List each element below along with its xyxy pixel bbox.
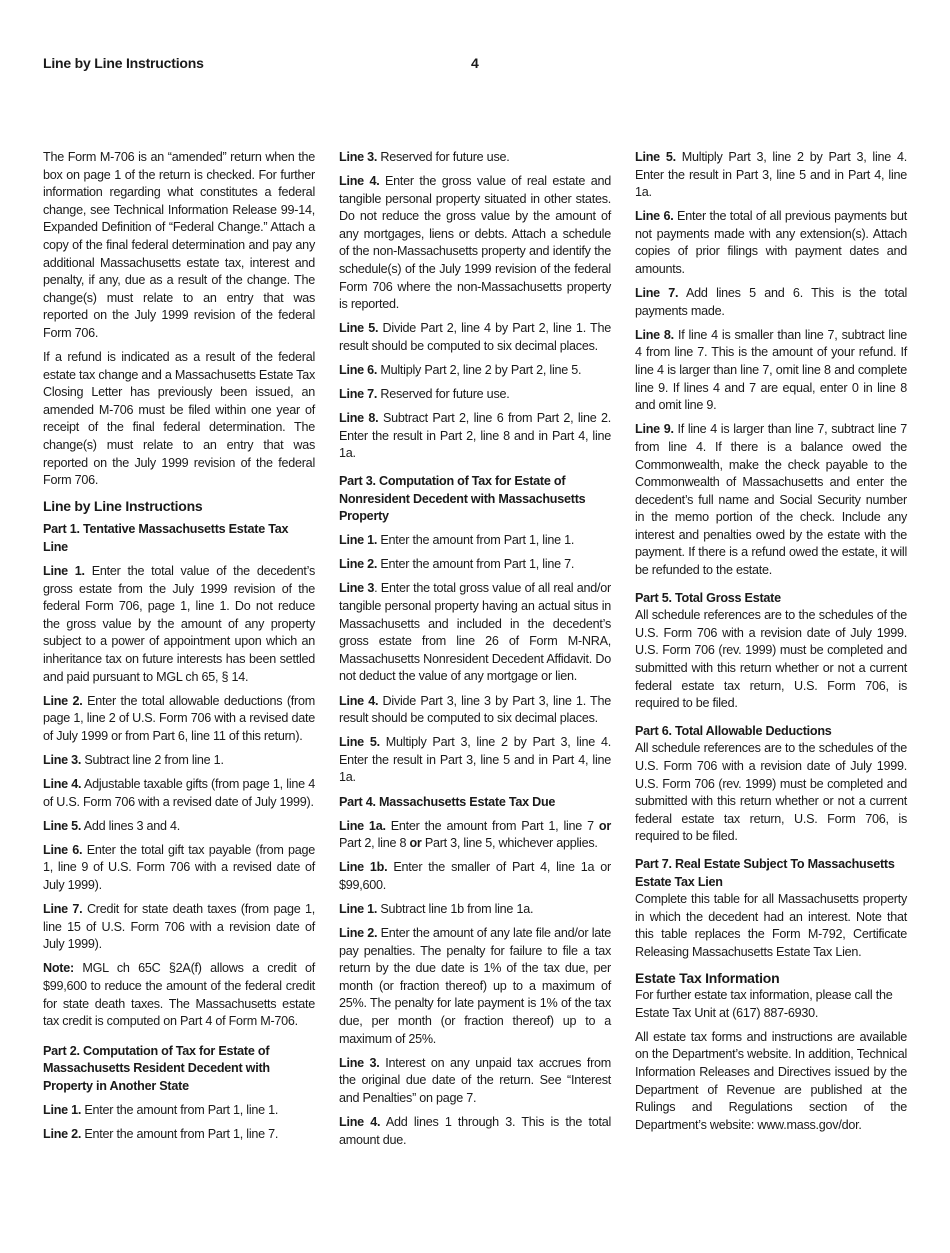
line-label: Line 1a.: [339, 818, 386, 833]
line-label: Line 8.: [635, 327, 674, 342]
part7-text: Complete this table for all Massachusetts property in which the decedent had an interest. Note that this table replaces the Form M-792, Certificate Releasing Massachusetts Estate Tax Lien.: [635, 892, 907, 959]
line-label: Line 2.: [339, 926, 378, 941]
line-label: Line 1b.: [339, 860, 388, 875]
line-label: Line 9.: [635, 422, 674, 437]
line-label: Line 4.: [43, 777, 82, 792]
part3-line-1: [339, 532, 611, 550]
line-label: Line 3.: [339, 150, 378, 164]
line-label: Line 7.: [635, 286, 679, 301]
line-label: Line 1.: [43, 1103, 82, 1118]
line-label: Line 7.: [339, 387, 378, 402]
line-label: Line 5.: [43, 818, 82, 833]
line-text: Adjustable taxable gifts (from page 1, line 4 of U.S. Form 706 with a revised date of July 1999).: [43, 777, 315, 809]
line-text: Interest on any unpaid tax accrues from the original due date of the return. See “Interest and Penalties” on page 7.: [339, 1055, 612, 1105]
part1-line-2: [43, 693, 315, 746]
line-text: Enter the total of all previous payments but not payments made with any extension(s). Attach copies of prior filings with payment dates and amounts.: [635, 209, 908, 277]
line-text: Enter the amount of any late file and/or late pay penalties. The penalty for failure to file a tax return by the due date is 1% of the tax due, per month (or fraction thereof) up to a maximum of 25%. The penalty for late payment is 1% of the tax due, per month (or fraction thereof) up to a maximum of 25%.: [339, 926, 612, 1046]
line-text: Enter the total allowable deductions (from page 1, line 2 of U.S. Form 706 with a revised date of July 1999 or from Part 6, line 11 of this return).: [43, 693, 315, 743]
line-text: Add lines 3 and 4.: [83, 818, 181, 833]
line-text: . Enter the total gross value of all real and/or tangible personal property having an actual situs in Massachusetts and included in the decedent’s gross estate from line 26 of Form M-NRA, Massachusetts Nonresident Decedent Affidavit. Do not deduct the value of any mortgage or lien.: [339, 581, 611, 684]
column-2: [339, 149, 611, 1156]
part5-text: All schedule references are to the schedules of the U.S. Form 706 with a revision date of July 1999. U.S. Form 706 (rev. 1999) must be completed and submitted with this return whether or not a current federal estate tax return, U.S. Form 706, is required to be filed.: [635, 608, 907, 711]
line-text: Part 3, line 5, whichever applies.: [424, 836, 598, 851]
line-label: Line 2.: [43, 693, 83, 708]
line-text: Enter the gross value of real estate and tangible personal property situated in other states. Do not reduce the gross value by the amount of any mortgages, liens or debts. Attach a schedule of the non-Massachusetts property and identify the schedule(s) of the July 1999 revision of the federal Form 706 where the non-Massachusetts property is reported.: [339, 174, 612, 312]
part4-line-1: [339, 901, 611, 919]
column-1: [43, 149, 315, 1150]
line-label: Line 1.: [339, 901, 378, 916]
intro-paragraph-1: The Form M-706 is an “amended” return when the box on page 1 of the return is checked. For further information regarding what constitutes a federal change, see Technical Information Release 99-14, Expanded Definition of “Federal Change.” Attach a copy of the final federal determination and pay any additional Massachusetts estate tax, interest and penalty, if any, due as a result of the change. The change(s) must relate to an entry that was reported on the July 1999 revision of the federal Form 706.: [43, 150, 315, 340]
part4-line-5: [635, 149, 907, 202]
line-text: Add lines 1 through 3. This is the total amount due.: [339, 1115, 612, 1147]
line-label: Line 7.: [43, 902, 83, 917]
part2-heading: Part 2. Computation of Tax for Estate of Massachusetts Resident Decedent with Property in Another State: [43, 1043, 270, 1093]
intro-paragraph-2: If a refund is indicated as a result of the federal estate tax change and a Massachusetts Estate Tax Closing Letter has previously been issued, an amended M-706 must be filed within one year of receipt of the final federal determination. The change(s) must relate to an entry that was reported on the July 1999 revision of the federal Form 706.: [43, 350, 315, 488]
line-text: Enter the amount from Part 1, line 1.: [84, 1103, 279, 1118]
line-text: Enter the amount from Part 1, line 1.: [380, 533, 575, 548]
part3-line-4: [339, 693, 611, 728]
part4-line-2: [339, 925, 611, 1048]
section-heading: Line by Line Instructions: [43, 497, 203, 514]
part4-line-9: [635, 421, 907, 579]
line-text: Reserved for future use.: [380, 150, 510, 164]
line-text: Subtract line 2 from line 1.: [84, 753, 224, 767]
line-label: Line 4.: [339, 693, 379, 708]
part3-line-5: [339, 734, 611, 787]
part1-heading: Part 1. Tentative Massachusetts Estate Tax Line: [43, 522, 289, 554]
part1-line-6: [43, 842, 315, 895]
estate-tax-info-heading: Estate Tax Information: [635, 969, 780, 986]
part1-line-7: [43, 901, 315, 954]
part4-line-6: [635, 208, 907, 278]
line-text: Multiply Part 3, line 2 by Part 3, line 4. Enter the result in Part 3, line 5 and in Part 4, line 1a.: [339, 735, 611, 785]
line-text: Divide Part 3, line 3 by Part 3, line 1. The result should be computed to six decimal places.: [339, 693, 611, 726]
line-label: Line 3: [339, 581, 375, 596]
part4-line-7: [635, 285, 907, 320]
line-text: Enter the total value of the decedent’s gross estate from the July 1999 revision of the federal Form 706, page 1, line 1. Do not reduce the gross value by the amount of any property subject to a power of appointment upon which an inheritance tax on future interests has been settled and paid pursuant to MGL ch 65, § 14.: [43, 564, 316, 684]
line-label: Line 1.: [339, 533, 378, 548]
note-text: MGL ch 65C §2A(f) allows a credit of $99,600 to reduce the amount of the federal credit for state death taxes. The Massachusetts estate tax credit is computed on Part 4 of Form M-706.: [43, 961, 315, 1029]
part2-line-7: [339, 386, 611, 404]
line-text: Enter the amount from Part 1, line 7: [390, 818, 594, 833]
running-header-title: Line by Line Instructions: [43, 55, 204, 71]
line-text: Add lines 5 and 6. This is the total payments made.: [635, 286, 908, 318]
part2-line-1: [43, 1102, 315, 1120]
line-label: Line 3.: [43, 753, 82, 767]
part3-line-2: [339, 556, 611, 574]
line-text: Subtract line 1b from line 1a.: [380, 901, 534, 916]
line-label: Line 3.: [339, 1055, 380, 1070]
line-text: Multiply Part 3, line 2 by Part 3, line 4. Enter the result in Part 3, line 5 and in Part 4, line 1a.: [635, 150, 907, 200]
part2-line-6: [339, 362, 611, 380]
part6-text: All schedule references are to the schedules of the U.S. Form 706 with a revision date of July 1999. U.S. Form 706 (rev. 1999) must be completed and submitted with this return whether or not a current federal estate tax return, U.S. Form 706, is required to be filed.: [635, 741, 907, 844]
estate-tax-info-text-1: For further estate tax information, please call the Estate Tax Unit at (617) 887-6930.: [635, 988, 893, 1020]
part4-heading: Part 4. Massachusetts Estate Tax Due: [339, 794, 556, 809]
line-label: Line 5.: [339, 321, 379, 336]
line-text: Credit for state death taxes (from page 1, line 15 of U.S. Form 706 with a revision date of July 1999).: [43, 902, 315, 952]
part2-line-5: [339, 320, 611, 355]
line-text: If line 4 is larger than line 7, subtract line 7 from line 4. If there is a balance owed the Commonwealth, make the check payable to the Commonwealth of Massachusetts and enter the decedent’s full name and Social Security number in the memo portion of the check. Include any interest and penalties owed by the estate with the payment. If there is a refund owed the estate, it will be refunded to the estate.: [635, 422, 907, 578]
part3-heading: Part 3. Computation of Tax for Estate of Nonresident Decedent with Massachusetts Property: [339, 474, 586, 524]
part2-line-8: [339, 410, 611, 463]
line-label: Line 1.: [43, 564, 85, 579]
part6-heading: Part 6. Total Allowable Deductions: [635, 723, 832, 738]
or-text: or: [409, 836, 422, 851]
note-label: Note:: [43, 961, 74, 976]
column-3: [635, 149, 907, 1141]
line-text: Reserved for future use.: [380, 387, 510, 402]
page-number: 4: [471, 55, 479, 71]
line-label: Line 2.: [43, 1127, 82, 1142]
line-text: Enter the amount from Part 1, line 7.: [84, 1127, 279, 1142]
line-text: Subtract Part 2, line 6 from Part 2, line 2. Enter the result in Part 2, line 8 and in Part 4, line 1a.: [339, 411, 612, 461]
line-label: Line 2.: [339, 557, 378, 572]
line-text: Enter the smaller of Part 4, line 1a or $99,600.: [339, 860, 611, 892]
part7-heading: Part 7. Real Estate Subject To Massachusetts Estate Tax Lien: [635, 856, 895, 889]
line-text: Enter the total gift tax payable (from page 1, line 9 of U.S. Form 706 with a revised date of July 1999).: [43, 842, 316, 893]
line-text: If line 4 is smaller than line 7, subtract line 4 from line 7. This is the amount of your refund. If line 4 is larger than line 7, omit line 8 and complete line 9. If lines 4 and 7 are equal, enter 0 in line 8 and omit line 9.: [635, 327, 908, 413]
line-label: Line 5.: [635, 150, 676, 164]
line-label: Line 5.: [339, 735, 380, 750]
part1-line-5: [43, 818, 315, 836]
part1-line-4: [43, 776, 315, 811]
part3-line-3: [339, 580, 611, 686]
line-label: Line 6.: [339, 363, 378, 378]
line-text: Divide Part 2, line 4 by Part 2, line 1. The result should be computed to six decimal places.: [339, 321, 611, 353]
part1-note: [43, 960, 315, 1030]
line-text: Multiply Part 2, line 2 by Part 2, line 5.: [380, 363, 582, 378]
part1-line-1: [43, 563, 315, 686]
estate-tax-info-text-2: All estate tax forms and instructions are available on the Department’s website. In addition, Technical Information Releases and Directives issued by the Department of Revenue are published at the Rulings and Regulations section of the Department’s website: www.mass.gov/dor.: [635, 1029, 907, 1132]
part2-line-3: [339, 149, 611, 167]
part4-line-1b: [339, 859, 611, 894]
part4-line-1a: [339, 818, 611, 853]
or-text: or: [598, 818, 612, 833]
part5-heading: Part 5. Total Gross Estate: [635, 590, 781, 605]
part4-line-8: [635, 327, 907, 415]
part4-line-3: [339, 1055, 611, 1108]
line-label: Line 8.: [339, 411, 379, 426]
line-label: Line 4.: [339, 174, 380, 189]
part4-line-4: [339, 1114, 611, 1149]
part1-line-3: [43, 752, 315, 770]
line-label: Line 4.: [339, 1115, 381, 1129]
line-text: Part 2, line 8: [339, 836, 407, 851]
line-label: Line 6.: [635, 209, 674, 224]
line-text: Enter the amount from Part 1, line 7.: [380, 557, 575, 572]
part2-line-2: [43, 1126, 315, 1144]
line-label: Line 6.: [43, 842, 83, 857]
part2-line-4: [339, 173, 611, 314]
